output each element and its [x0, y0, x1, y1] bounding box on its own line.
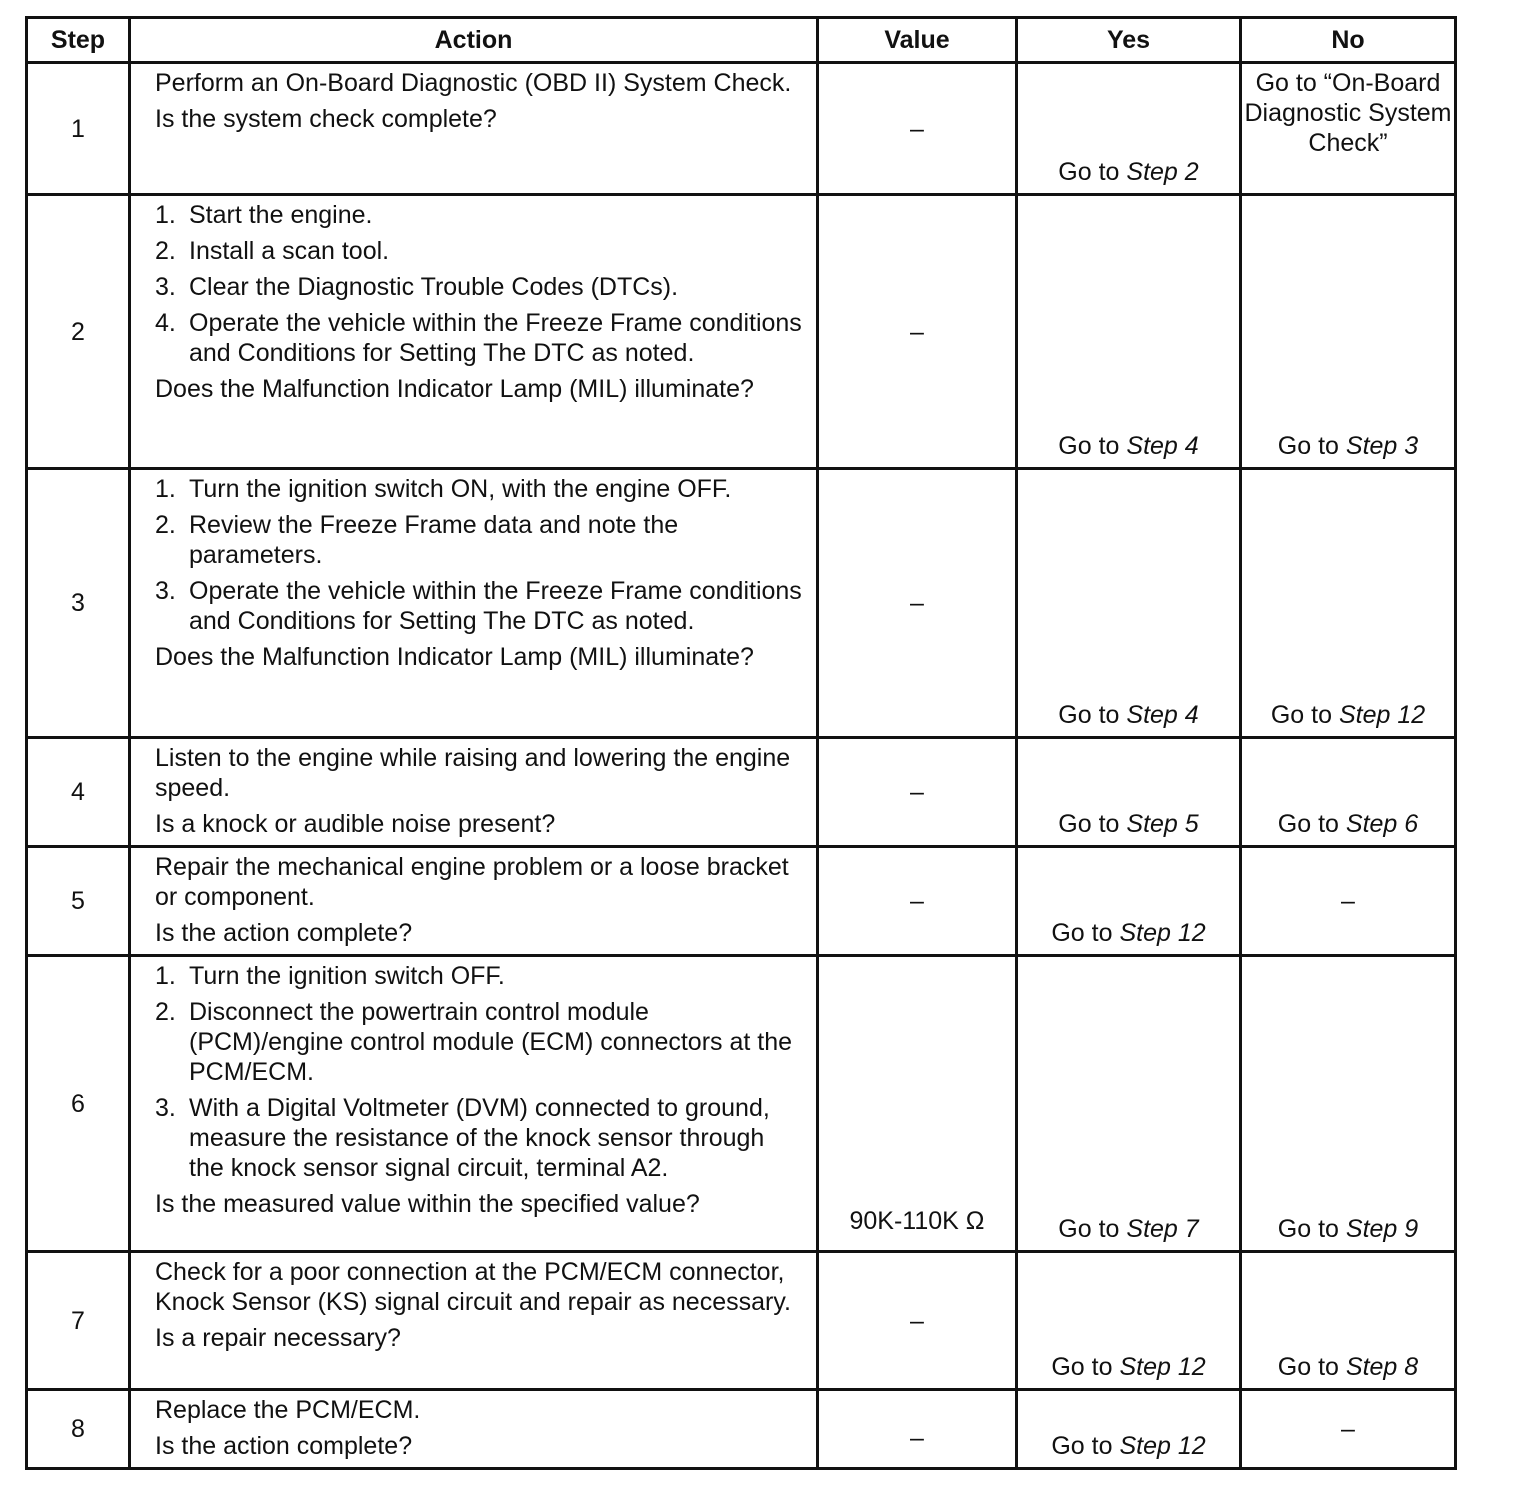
table-row — [27, 195, 1456, 469]
action-step-item — [155, 961, 804, 991]
action-step-text: Install a scan tool. — [189, 237, 390, 265]
table-row — [27, 1390, 1456, 1469]
action-steps-list — [155, 200, 804, 368]
yes-go-to: Go to — [1058, 432, 1120, 460]
action-step-item — [155, 272, 804, 302]
action-step-number: 3. — [155, 577, 176, 605]
yes-cell — [1017, 738, 1241, 847]
header-value: Value — [818, 18, 1017, 63]
action-cell — [130, 847, 818, 956]
action-text: Check for a poor connection at the PCM/ECM connector, Knock Sensor (KS) signal circuit and repair as necessary. — [155, 1258, 791, 1316]
value-cell: – — [818, 1252, 1017, 1390]
step-number: 7 — [27, 1252, 130, 1390]
yes-step-link[interactable]: Step 2 — [1126, 158, 1199, 186]
action-cell — [130, 738, 818, 847]
value-cell: – — [818, 738, 1017, 847]
step-number: 8 — [27, 1390, 130, 1469]
header-yes: Yes — [1017, 18, 1241, 63]
action-step-number: 1. — [155, 475, 176, 503]
action-step-number: 1. — [155, 962, 176, 990]
action-step-number: 4. — [155, 309, 176, 337]
yes-step-link[interactable]: Step 7 — [1126, 1215, 1199, 1243]
yes-step-link[interactable]: Step 12 — [1119, 1432, 1206, 1460]
action-step-item — [155, 510, 804, 570]
yes-cell — [1017, 1252, 1241, 1390]
action-step-number: 3. — [155, 273, 176, 301]
action-step-item — [155, 236, 804, 266]
action-cell — [130, 956, 818, 1252]
action-step-number: 2. — [155, 511, 176, 539]
action-step-text: Turn the ignition switch OFF. — [189, 962, 505, 990]
table-row — [27, 847, 1456, 956]
no-cell — [1241, 195, 1456, 469]
action-step-item — [155, 1093, 804, 1183]
action-step-item — [155, 200, 804, 230]
action-question: Does the Malfunction Indicator Lamp (MIL) illuminate? — [155, 643, 754, 671]
yes-go-to: Go to — [1051, 919, 1113, 947]
yes-step-link[interactable]: Step 12 — [1119, 919, 1206, 947]
action-question: Is a repair necessary? — [155, 1324, 401, 1352]
action-question: Is the action complete? — [155, 1432, 413, 1460]
action-step-text: Operate the vehicle within the Freeze Frame conditions and Conditions for Setting The DTC as noted. — [189, 577, 802, 635]
action-step-text: Review the Freeze Frame data and note the parameters. — [189, 511, 679, 569]
action-question: Is the action complete? — [155, 919, 413, 947]
table-row — [27, 63, 1456, 195]
action-steps-list — [155, 961, 804, 1183]
no-step-link[interactable]: Step 9 — [1345, 1215, 1419, 1243]
action-step-text: Disconnect the powertrain control module (PCM)/engine control module (ECM) connectors at the PCM/ECM. — [189, 998, 793, 1086]
action-step-text: Turn the ignition switch ON, with the engine OFF. — [189, 475, 732, 503]
action-cell — [130, 63, 818, 195]
yes-step-link[interactable]: Step 4 — [1126, 701, 1199, 729]
action-step-item — [155, 474, 804, 504]
no-cell — [1241, 469, 1456, 738]
action-step-item — [155, 576, 804, 636]
action-step-text: Operate the vehicle within the Freeze Frame conditions and Conditions for Setting The DTC as noted. — [189, 309, 802, 367]
action-text: Replace the PCM/ECM. — [155, 1396, 421, 1424]
value-cell: – — [818, 195, 1017, 469]
value-cell: – — [818, 469, 1017, 738]
no-value-dash: – — [1341, 887, 1355, 915]
yes-cell — [1017, 469, 1241, 738]
action-text: Listen to the engine while raising and lowering the engine speed. — [155, 744, 791, 802]
no-step-link[interactable]: Step 6 — [1345, 810, 1419, 838]
action-question: Does the Malfunction Indicator Lamp (MIL) illuminate? — [155, 375, 754, 403]
no-go-to: Go to — [1277, 432, 1339, 460]
action-step-text: Start the engine. — [189, 201, 373, 229]
table-row — [27, 469, 1456, 738]
table-row — [27, 1252, 1456, 1390]
step-number: 3 — [27, 469, 130, 738]
yes-cell — [1017, 956, 1241, 1252]
action-cell — [130, 1390, 818, 1469]
yes-step-link[interactable]: Step 4 — [1126, 432, 1199, 460]
action-text: Repair the mechanical engine problem or a loose bracket or component. — [155, 853, 789, 911]
step-number: 1 — [27, 63, 130, 195]
no-cell — [1241, 1252, 1456, 1390]
no-cell — [1241, 63, 1456, 195]
header-row — [27, 18, 1456, 63]
value-cell: 90K-110K Ω — [818, 956, 1017, 1252]
header-step: Step — [27, 18, 130, 63]
yes-step-link[interactable]: Step 5 — [1126, 810, 1199, 838]
no-go-to: Go to — [1277, 1215, 1339, 1243]
action-steps-list — [155, 474, 804, 636]
no-step-link[interactable]: Step 3 — [1345, 432, 1419, 460]
action-step-item — [155, 308, 804, 368]
yes-cell — [1017, 63, 1241, 195]
yes-cell — [1017, 195, 1241, 469]
no-cell — [1241, 847, 1456, 956]
header-action: Action — [130, 18, 818, 63]
action-text: Perform an On-Board Diagnostic (OBD II) System Check. — [155, 69, 792, 97]
header-no: No — [1241, 18, 1456, 63]
action-step-number: 2. — [155, 237, 176, 265]
yes-cell — [1017, 1390, 1241, 1469]
table-row — [27, 956, 1456, 1252]
yes-go-to: Go to — [1058, 810, 1120, 838]
table-row — [27, 738, 1456, 847]
no-value-dash: – — [1341, 1415, 1355, 1443]
value-cell: – — [818, 847, 1017, 956]
yes-cell — [1017, 847, 1241, 956]
step-number: 5 — [27, 847, 130, 956]
yes-go-to: Go to — [1058, 1215, 1120, 1243]
no-cell — [1241, 1390, 1456, 1469]
no-go-to: Go to — [1277, 810, 1339, 838]
action-step-number: 1. — [155, 201, 176, 229]
action-cell — [130, 195, 818, 469]
no-cell — [1241, 956, 1456, 1252]
step-number: 2 — [27, 195, 130, 469]
action-cell — [130, 1252, 818, 1390]
yes-go-to: Go to — [1058, 701, 1120, 729]
action-question: Is the measured value within the specified value? — [155, 1190, 700, 1218]
yes-go-to: Go to — [1051, 1432, 1113, 1460]
no-go-to: Go to — [1270, 701, 1332, 729]
no-step-link[interactable]: Step 12 — [1338, 701, 1426, 729]
action-question: Is a knock or audible noise present? — [155, 810, 556, 838]
action-step-number: 2. — [155, 998, 176, 1026]
yes-go-to: Go to — [1058, 158, 1120, 186]
value-cell: – — [818, 1390, 1017, 1469]
step-number: 4 — [27, 738, 130, 847]
action-question: Is the system check complete? — [155, 105, 497, 133]
action-cell — [130, 469, 818, 738]
step-number: 6 — [27, 956, 130, 1252]
action-step-item — [155, 997, 804, 1087]
diagnostic-table — [25, 16, 1457, 1470]
action-step-text: With a Digital Voltmeter (DVM) connected to ground, measure the resistance of the knock sensor through the knock sensor signal circuit, terminal A2. — [189, 1094, 770, 1182]
no-step-link[interactable]: Step 8 — [1345, 1353, 1419, 1381]
no-reference-link[interactable]: Go to “On-Board Diagnostic System Check” — [1244, 69, 1452, 157]
yes-step-link[interactable]: Step 12 — [1119, 1353, 1206, 1381]
no-go-to: Go to — [1277, 1353, 1339, 1381]
yes-go-to: Go to — [1051, 1353, 1113, 1381]
action-step-number: 3. — [155, 1094, 176, 1122]
value-cell: – — [818, 63, 1017, 195]
action-step-text: Clear the Diagnostic Trouble Codes (DTCs). — [189, 273, 679, 301]
no-cell — [1241, 738, 1456, 847]
